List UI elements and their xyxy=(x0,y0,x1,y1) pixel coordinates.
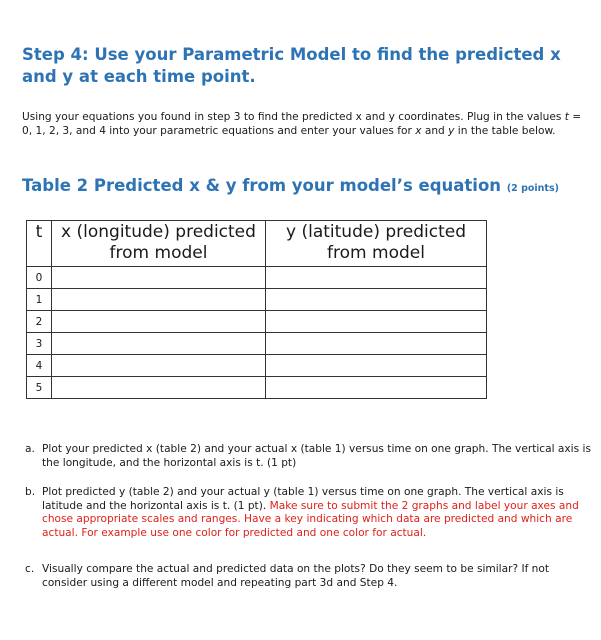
cell-x-input[interactable] xyxy=(52,289,266,311)
intro-text-4: in the table below. xyxy=(454,125,556,137)
cell-y-input[interactable] xyxy=(266,333,487,355)
intro-var-x: x xyxy=(415,125,422,137)
cell-y-input[interactable] xyxy=(266,267,487,289)
cell-y-input[interactable] xyxy=(266,289,487,311)
question-c-marker: c. xyxy=(25,563,35,575)
cell-t: 4 xyxy=(27,355,52,377)
prediction-table xyxy=(26,220,487,399)
cell-y-input[interactable] xyxy=(266,311,487,333)
question-a xyxy=(22,443,592,470)
intro-var-t: t xyxy=(564,111,569,123)
cell-t: 0 xyxy=(27,267,52,289)
intro-var-y: y xyxy=(448,125,455,137)
table-header-row xyxy=(27,221,487,267)
question-b-text: Plot predicted y (table 2) and your actual y (table 1) versus time on one graph. The vertical axis is latitude and the horizontal axis is t. (1 pt). xyxy=(42,486,564,512)
question-b xyxy=(22,486,592,540)
table-row xyxy=(27,355,487,377)
cell-x-input[interactable] xyxy=(52,377,266,399)
table-points: (2 points) xyxy=(506,183,559,194)
intro-paragraph xyxy=(22,110,590,138)
cell-t: 5 xyxy=(27,377,52,399)
table-title xyxy=(22,175,597,200)
cell-x-input[interactable] xyxy=(52,333,266,355)
question-c-text: Visually compare the actual and predicted data on the plots? Do they seem to be similar? If not consider using a different model and repeating part 3d and Step 4. xyxy=(42,563,550,589)
step-title: Step 4: Use your Parametric Model to find the predicted x and y at each time point. xyxy=(22,45,561,86)
intro-text-1: Using your equations you found in step 3 to find the predicted x and y coordinates. Plug in the values xyxy=(22,111,565,123)
cell-y-input[interactable] xyxy=(266,377,487,399)
cell-t: 3 xyxy=(27,333,52,355)
table-title-text: Table 2 Predicted x & y from your model’s equation xyxy=(22,176,502,195)
header-x-longitude: x (longitude) predicted from model xyxy=(52,221,266,267)
cell-t: 1 xyxy=(27,289,52,311)
intro-text-3: and xyxy=(421,125,449,137)
cell-t: 2 xyxy=(27,311,52,333)
cell-x-input[interactable] xyxy=(52,267,266,289)
question-b-marker: b. xyxy=(25,486,36,498)
table-row xyxy=(27,377,487,399)
table-row xyxy=(27,267,487,289)
cell-x-input[interactable] xyxy=(52,355,266,377)
question-list xyxy=(22,443,592,590)
cell-x-input[interactable] xyxy=(52,311,266,333)
question-a-text: Plot your predicted x (table 2) and your actual x (table 1) versus time on one graph. The vertical axis is the longitude, and the horizontal axis is t. (1 pt) xyxy=(42,443,591,469)
cell-y-input[interactable] xyxy=(266,355,487,377)
intro-text-2: = 0, 1, 2, 3, and 4 into your parametric equations and enter your values for xyxy=(22,111,582,137)
header-t: t xyxy=(27,221,52,267)
question-b-instructions: Make sure to submit the 2 graphs and label your axes and chose appropriate scales and ranges. Have a key indicating which data are predicted and which are actual. For example use one color for predicted and one color for actual. xyxy=(42,499,579,539)
question-a-marker: a. xyxy=(25,443,35,455)
question-c xyxy=(22,563,592,590)
table-row xyxy=(27,289,487,311)
header-y-latitude: y (latitude) predicted from model xyxy=(266,221,487,267)
table-row xyxy=(27,311,487,333)
table-row xyxy=(27,333,487,355)
